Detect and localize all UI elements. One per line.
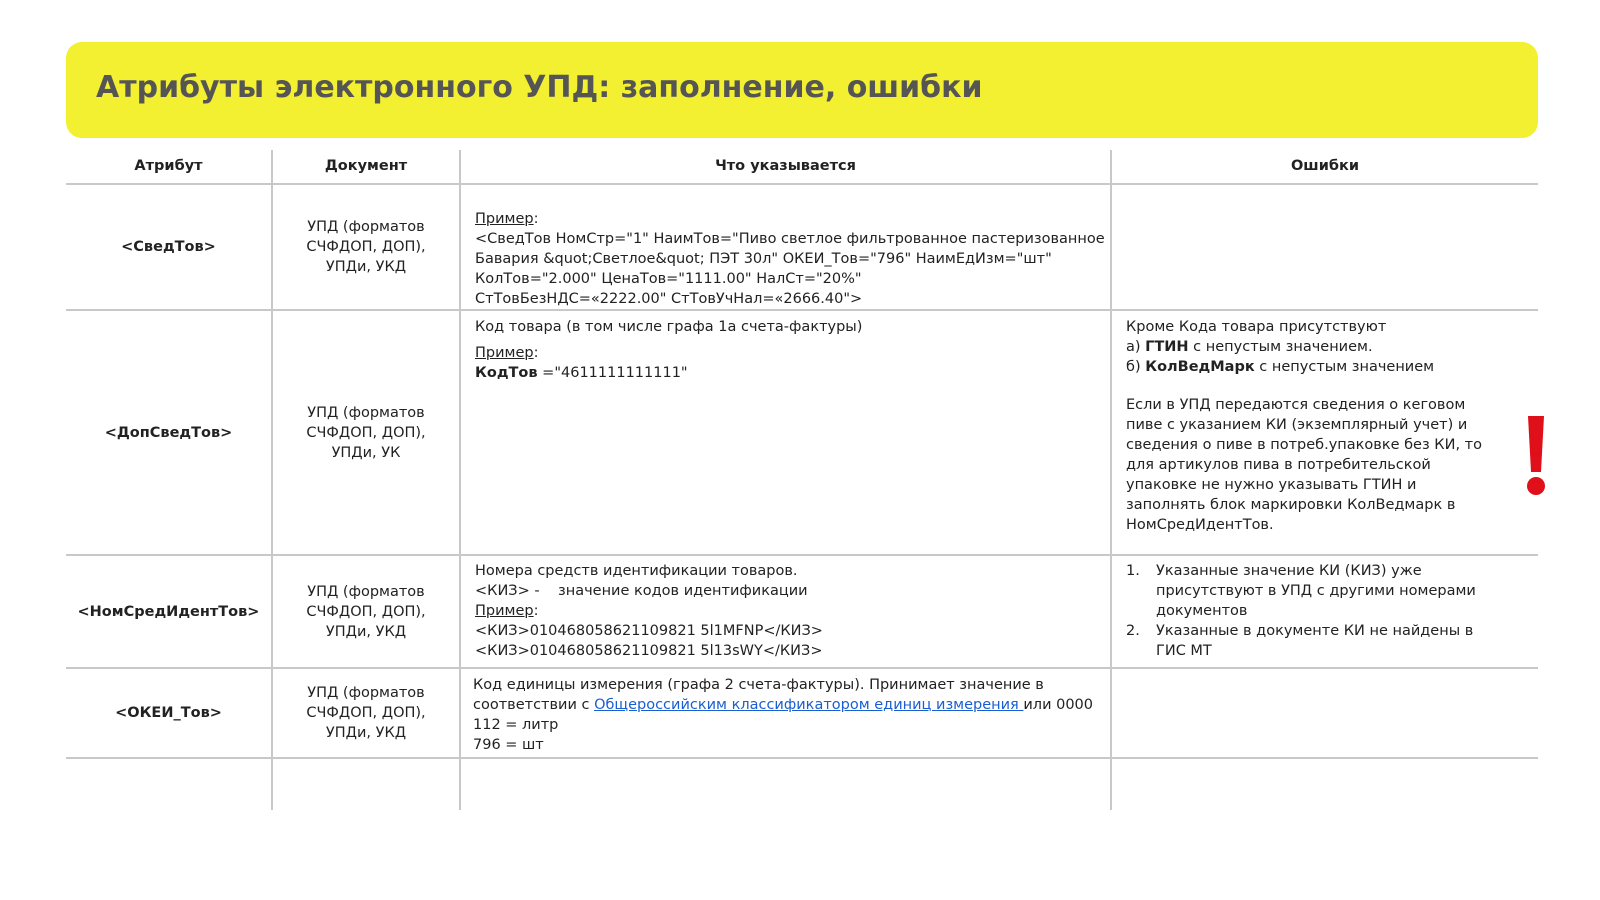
error-paragraph-line: НомСредИдентТов. bbox=[1126, 517, 1274, 533]
attribute-name: <СведТов> bbox=[121, 239, 216, 255]
error-prefix: а) bbox=[1126, 339, 1146, 355]
row-what bbox=[475, 209, 1105, 309]
example-line: <КИЗ>010468058621109821 5l13sWY</КИЗ> bbox=[475, 643, 823, 659]
document-line: СЧФДОП, ДОП), bbox=[306, 603, 426, 620]
document-line: СЧФДОП, ДОП), bbox=[306, 705, 426, 721]
row-divider bbox=[66, 757, 1538, 759]
row-what bbox=[473, 675, 1105, 755]
exclamation-bar bbox=[1528, 416, 1544, 472]
unit-code-line: 796 = шт bbox=[473, 737, 544, 753]
row-what bbox=[475, 561, 1105, 661]
exclamation-icon bbox=[1522, 416, 1550, 496]
row-attribute bbox=[66, 185, 271, 309]
description-line: Код единицы измерения (графа 2 счета-фактуры). Принимает значение в bbox=[473, 677, 1044, 693]
header-attribute: Атрибут bbox=[134, 158, 203, 174]
row-errors bbox=[1126, 317, 1531, 535]
error-rest: с непустым значением bbox=[1254, 359, 1435, 375]
document-line: УПД (форматов bbox=[307, 685, 425, 701]
attribute-name: <ОКЕИ_Тов> bbox=[115, 705, 222, 721]
column-divider bbox=[459, 150, 461, 810]
error-paragraph-line: сведения о пиве в потреб.упаковке без КИ, то bbox=[1126, 437, 1482, 453]
header-errors: Ошибки bbox=[1290, 158, 1359, 174]
error-prefix: б) bbox=[1126, 359, 1146, 375]
intro-text: Код товара (в том числе графа 1а счета-фактуры) bbox=[475, 319, 863, 335]
kiz-definition: <КИЗ> - значение кодов идентификации bbox=[475, 583, 808, 599]
error-paragraph-line: Если в УПД передаются сведения о кеговом bbox=[1126, 397, 1466, 413]
example-line: <СведТов НомСтр="1" НаимТов="Пиво светлое фильтрованное пастеризованное bbox=[475, 231, 1105, 247]
error-line: присутствуют в УПД с другими номерами bbox=[1156, 583, 1476, 599]
attribute-name: <ДопСведТов> bbox=[104, 424, 233, 441]
row-document bbox=[273, 556, 459, 667]
example-line: КолТов="2.000" ЦенаТов="1111.00" НалСт="20%" bbox=[475, 271, 862, 287]
example-label: Пример bbox=[475, 211, 534, 227]
error-line: ГИС МТ bbox=[1156, 643, 1212, 659]
description-suffix: или 0000 bbox=[1023, 697, 1094, 713]
exclamation-dot bbox=[1527, 477, 1545, 495]
error-bold: КолВедМарк bbox=[1145, 359, 1255, 375]
column-divider bbox=[1110, 150, 1112, 810]
error-list bbox=[1126, 561, 1531, 661]
error-line: Указанные в документе КИ не найдены в bbox=[1156, 623, 1474, 639]
error-bold: ГТИН bbox=[1145, 339, 1189, 355]
description-prefix: соответствии с bbox=[473, 697, 595, 713]
title-banner bbox=[66, 42, 1538, 138]
document-line: УПД (форматов bbox=[307, 583, 425, 600]
example-label: Пример bbox=[475, 603, 534, 619]
row-document bbox=[273, 185, 459, 309]
attributes-table bbox=[66, 150, 1538, 810]
error-paragraph-line: упаковке не нужно указывать ГТИН и bbox=[1126, 477, 1417, 493]
intro-text: Номера средств идентификации товаров. bbox=[475, 563, 798, 579]
error-list-item bbox=[1126, 621, 1531, 661]
code-name: КодТов bbox=[475, 365, 538, 381]
example-line: <КИЗ>010468058621109821 5l1MFNP</КИЗ> bbox=[475, 623, 823, 639]
example-colon: : bbox=[533, 603, 539, 619]
example-colon: : bbox=[533, 345, 539, 361]
row-attribute bbox=[66, 556, 271, 667]
document-line: УПДи, УКД bbox=[325, 259, 407, 275]
document-line: СЧФДОП, ДОП), bbox=[306, 424, 426, 441]
error-number: 1. bbox=[1126, 563, 1140, 579]
okei-classifier-link[interactable]: Общероссийским классификатором единиц измерения bbox=[594, 697, 1024, 713]
error-list-item bbox=[1126, 561, 1531, 621]
example-colon: : bbox=[533, 211, 539, 227]
unit-code-line: 112 = литр bbox=[473, 717, 559, 733]
document-line: УПД (форматов bbox=[307, 219, 425, 235]
example-label: Пример bbox=[475, 345, 534, 361]
row-document bbox=[273, 669, 459, 757]
error-line: Указанные значение КИ (КИЗ) уже bbox=[1156, 563, 1422, 579]
header-document: Документ bbox=[324, 158, 408, 174]
error-paragraph-line: заполнять блок маркировки КолВедмарк в bbox=[1126, 497, 1456, 513]
document-line: УПДи, УКД bbox=[325, 623, 407, 640]
row-attribute bbox=[66, 311, 271, 554]
header-what: Что указывается bbox=[715, 158, 856, 174]
document-line: УПД (форматов bbox=[307, 404, 425, 421]
error-line: Кроме Кода товара присутствуют bbox=[1126, 319, 1387, 335]
row-attribute bbox=[66, 669, 271, 757]
row-what bbox=[475, 317, 1105, 383]
row-document bbox=[273, 311, 459, 554]
error-paragraph-line: пиве с указанием КИ (экземплярный учет) и bbox=[1126, 417, 1468, 433]
example-line: СтТовБезНДС=«2222.00" СтТовУчНал=«2666.40"> bbox=[475, 291, 863, 307]
example-line: Бавария &quot;Светлое&quot; ПЭТ 30л" ОКЕИ_Тов="796" НаимЕдИзм="шт" bbox=[475, 251, 1052, 267]
error-paragraph-line: для артикулов пива в потребительской bbox=[1126, 457, 1431, 473]
error-line: документов bbox=[1156, 603, 1248, 619]
row-errors bbox=[1126, 561, 1531, 661]
document-line: УПДи, УКД bbox=[325, 725, 407, 741]
error-number: 2. bbox=[1126, 623, 1140, 639]
document-line: СЧФДОП, ДОП), bbox=[306, 239, 426, 255]
error-rest: с непустым значением. bbox=[1188, 339, 1373, 355]
document-line: УПДи, УК bbox=[331, 444, 401, 461]
page-title: Атрибуты электронного УПД: заполнение, ошибки bbox=[96, 70, 983, 105]
attribute-name: <НомСредИдентТов> bbox=[77, 603, 260, 620]
code-value: ="4611111111111" bbox=[537, 365, 688, 381]
